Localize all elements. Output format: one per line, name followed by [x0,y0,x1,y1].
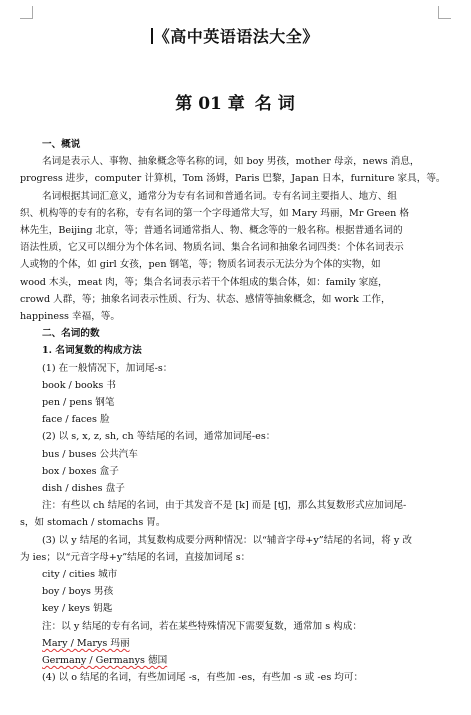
example-line: box / boxes 盒子 [42,465,119,477]
paragraph-line: wood 木头，meat 肉，等；集合名词表示若干个体组成的集合体，如：family 家庭， [20,276,388,288]
paragraph-line: progress 进步，computer 计算机，Tom 汤姆，Paris 巴黎，Japan 日本，furniture 家具，等。 [20,173,446,185]
rule-line: 为 ies；以“元音字母+y”结尾的名词，直接加词尾 s： [20,551,251,563]
page-corner-mark-left [20,6,33,19]
rule-line: (3) 以 y 结尾的名词，其复数构成要分两种情况：以“辅音字母+y”结尾的名词，将 y 改 [42,534,412,546]
example-line [20,635,450,652]
page-corner-mark-right [438,6,451,19]
example-line: dish / dishes 盘子 [42,483,125,495]
paragraph-line: 织、机构等的专有的名称，专有名词的第一个字母通常大写，如 Mary 玛丽，Mr Green 格 [20,207,409,219]
note-line: s，如 stomach / stomachs 胃。 [20,517,166,529]
document-title-text: 《高中英语语法大全》 [153,27,319,46]
example-line: key / keys 钥匙 [42,603,113,615]
example-line: face / faces 脸 [42,414,110,426]
example-line: bus / buses 公共汽车 [42,448,138,460]
document-title [20,24,450,47]
paragraph-line: 语法性质，它又可以细分为个体名词、物质名词、集合名词和抽象名词四类：个体名词表示 [20,242,404,254]
note-line: 注：有些以 ch 结尾的名词，由于其发音不是 [k] 而是 [tʃ]，那么其复数形式应加词尾- [42,500,407,512]
paragraph-line: 人或物的个体，如 girl 女孩，pen 钢笔，等；物质名词表示无法分为个体的实物，如 [20,259,381,271]
example-line: pen / pens 钢笔 [42,397,115,409]
rule-line: (2) 以 s, x, z, sh, ch 等结尾的名词，通常加词尾-es： [42,431,276,443]
section-heading-number: 二、名词的数 [42,328,100,340]
chapter-title [20,89,450,114]
example-line: boy / boys 男孩 [42,586,114,598]
example-line [20,652,450,669]
paragraph-line: happiness 幸福，等。 [20,311,120,323]
spellcheck-underlined-text: Mary / Marys 玛丽 [42,637,130,649]
paragraph-line: 名词根据其词汇意义，通常分为专有名词和普通名词。专有名词主要指人、地方、组 [42,190,397,202]
document-body [20,136,450,687]
chapter-number: 第 01 章 [175,94,245,114]
section-heading-overview: 一、概说 [42,139,81,150]
text-cursor [151,28,153,44]
spellcheck-underlined-text: Germany / Germanys 德国 [42,655,168,667]
example-line: book / books 书 [42,379,116,391]
example-line: city / cities 城市 [42,569,118,581]
paragraph-line: 林先生，Beijing 北京，等；普通名词通常指人、物、概念等的一般名称。根据普通名词的 [20,225,403,237]
note-line: 注：以 y 结尾的专有名词，若在某些特殊情况下需要复数，通常加 s 构成： [42,620,362,632]
subsection-heading: 1. 名词复数的构成方法 [42,345,142,357]
rule-line: (4) 以 o 结尾的名词，有些加词尾 -s，有些加 -es，有些加 -s 或 -es 均可： [42,672,364,684]
paragraph-line: crowd 人群，等；抽象名词表示性质、行为、状态、感情等抽象概念，如 work 工作， [20,293,391,305]
paragraph-line: 名词是表示人、事物、抽象概念等名称的词，如 boy 男孩，mother 母亲，news 消息， [42,156,420,168]
chapter-name: 名 词 [254,94,295,114]
rule-line: (1) 在一般情况下，加词尾-s： [42,362,173,374]
